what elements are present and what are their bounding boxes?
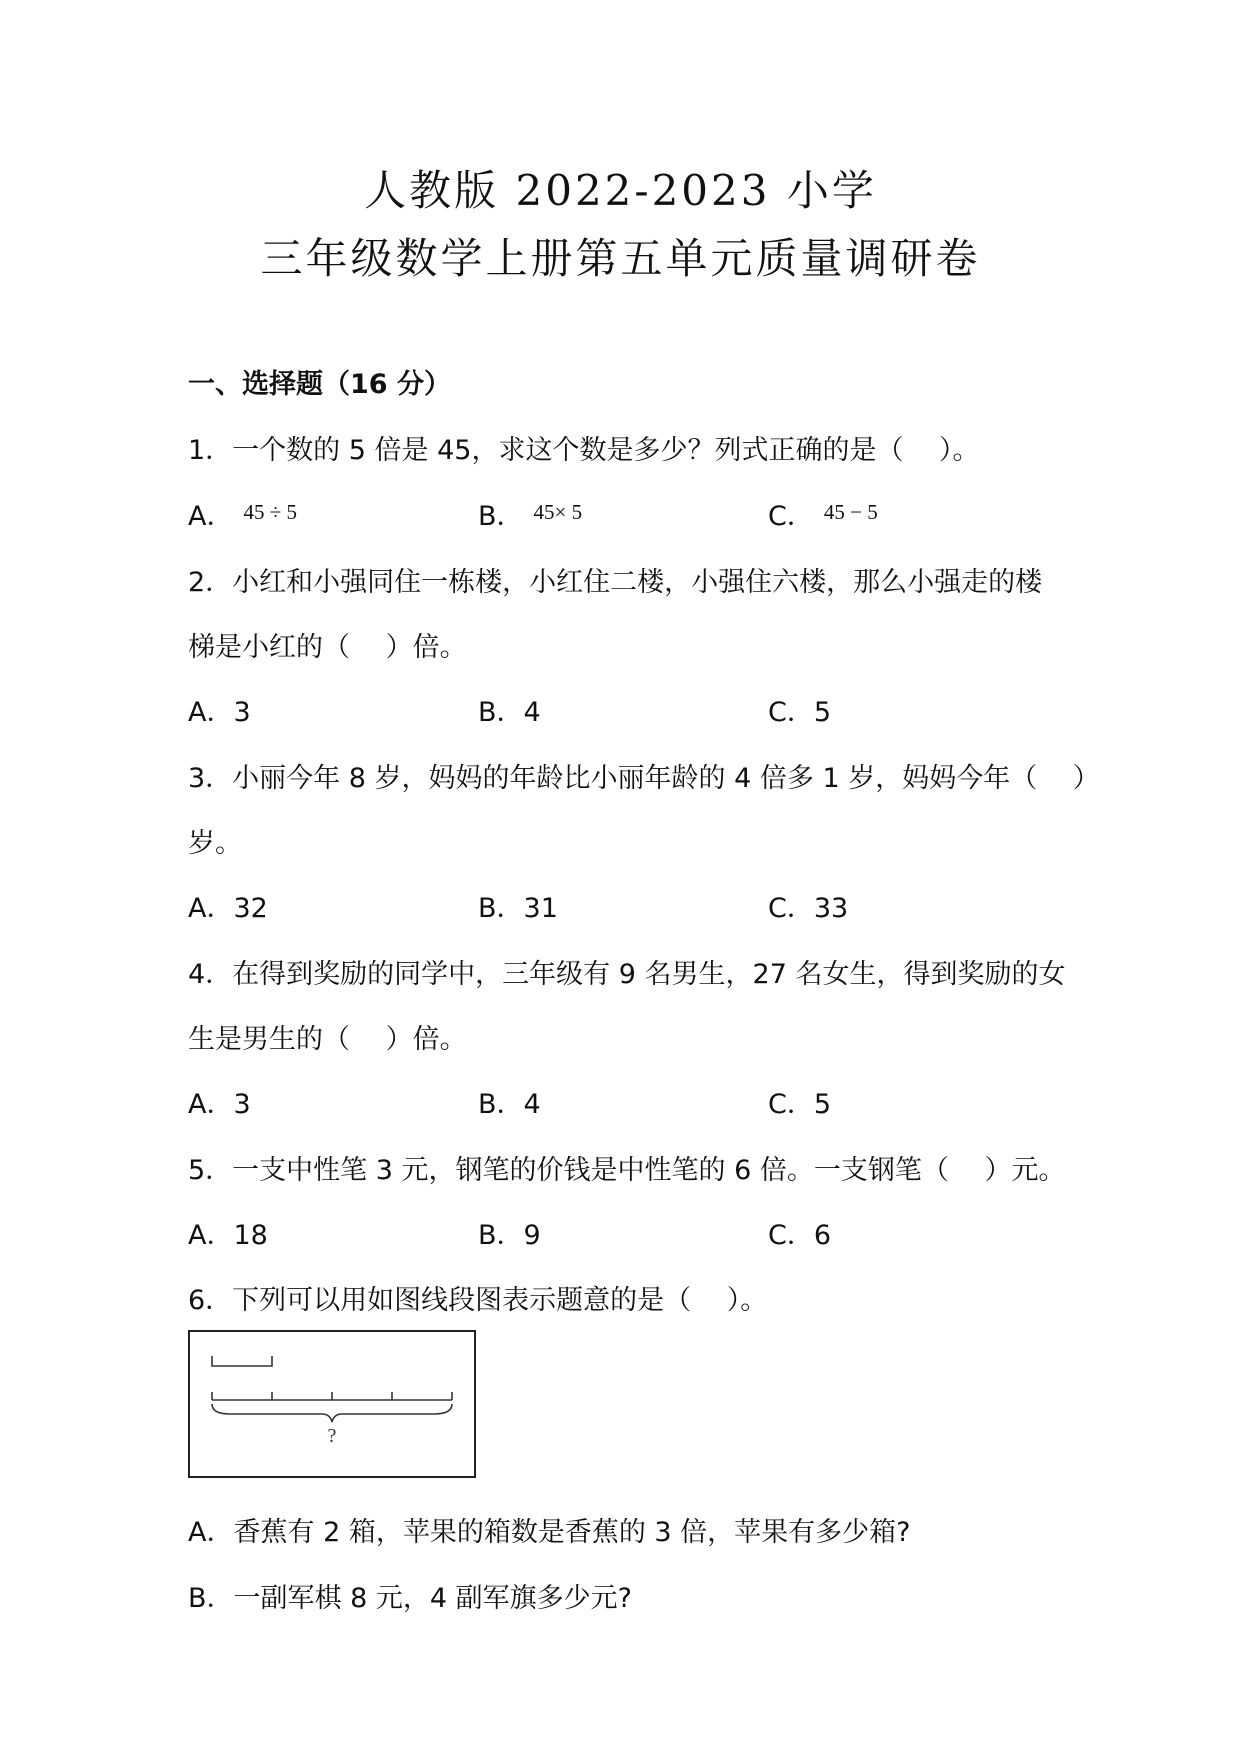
question-3-option-b bbox=[478, 886, 558, 925]
exam-title-line1: 人教版 2022-2023 小学 bbox=[364, 166, 877, 215]
option-text: 香蕉有 2 箱，苹果的箱数是香蕉的 3 倍，苹果有多少箱? bbox=[233, 1517, 911, 1548]
question-4-text-line1: 4．在得到奖励的同学中，三年级有 9 名男生，27 名女生，得到奖励的女 bbox=[188, 959, 1066, 990]
question-3-text-line1: 3．小丽今年 8 岁，妈妈的年龄比小丽年龄的 4 倍多 1 岁，妈妈今年（ ） bbox=[188, 763, 1100, 794]
option-label: C． bbox=[768, 1089, 814, 1120]
option-label: A． bbox=[188, 697, 234, 728]
question-3-option-a bbox=[188, 886, 268, 925]
question-5-option-b bbox=[478, 1213, 541, 1252]
question-1-option-b bbox=[478, 494, 582, 533]
section-heading-choice: 一、选择题（16 分） bbox=[188, 369, 451, 400]
option-label: B． bbox=[478, 1220, 524, 1251]
brace bbox=[212, 1404, 452, 1422]
option-label: C． bbox=[768, 893, 814, 924]
option-label: A． bbox=[188, 501, 234, 532]
option-text: 45× 5 bbox=[533, 500, 583, 524]
short-segment bbox=[212, 1356, 272, 1366]
option-text: 5 bbox=[813, 697, 832, 728]
question-1-option-c bbox=[768, 494, 878, 533]
question-5-option-c bbox=[768, 1213, 831, 1252]
option-text: 4 bbox=[523, 697, 541, 728]
option-label: A． bbox=[188, 1517, 234, 1548]
option-label: A． bbox=[188, 1089, 234, 1120]
question-6-option-a bbox=[188, 1510, 911, 1549]
option-text: 31 bbox=[523, 893, 558, 924]
question-5-text: 5．一支中性笔 3 元，钢笔的价钱是中性笔的 6 倍。一支钢笔（ ）元。 bbox=[188, 1155, 1066, 1186]
option-label: B． bbox=[478, 501, 524, 532]
option-text: 6 bbox=[813, 1220, 832, 1251]
question-2-text-line1: 2．小红和小强同住一栋楼，小红住二楼，小强住六楼，那么小强走的楼 bbox=[188, 567, 1043, 598]
line-segment-diagram-svg bbox=[190, 1332, 474, 1476]
option-label: B． bbox=[478, 697, 524, 728]
question-3-option-c bbox=[768, 886, 848, 925]
option-text: 3 bbox=[233, 697, 251, 728]
option-label: B． bbox=[478, 893, 524, 924]
question-5-option-a bbox=[188, 1213, 268, 1252]
question-4-option-b bbox=[478, 1082, 541, 1121]
question-3-text-line2: 岁。 bbox=[188, 828, 242, 859]
question-2-option-a bbox=[188, 690, 251, 729]
option-text: 3 bbox=[233, 1089, 251, 1120]
option-label: A． bbox=[188, 1220, 234, 1251]
question-6-option-b bbox=[188, 1576, 632, 1615]
option-label: C． bbox=[768, 697, 814, 728]
question-1-text: 1．一个数的 5 倍是 45，求这个数是多少？列式正确的是（ ）。 bbox=[188, 435, 980, 466]
option-text: 一副军棋 8 元，4 副军旗多少元? bbox=[233, 1583, 632, 1614]
question-mark-label: ? bbox=[327, 1425, 337, 1447]
option-label: C． bbox=[768, 501, 814, 532]
line-segment-diagram bbox=[188, 1330, 476, 1478]
question-1-option-a bbox=[188, 494, 297, 533]
exam-title-line2: 三年级数学上册第五单元质量调研卷 bbox=[260, 234, 981, 283]
option-label: B． bbox=[478, 1089, 524, 1120]
question-6-text: 6．下列可以用如图线段图表示题意的是（ ）。 bbox=[188, 1285, 768, 1316]
question-4-text-line2: 生是男生的（ ）倍。 bbox=[188, 1024, 467, 1055]
option-text: 9 bbox=[523, 1220, 541, 1251]
question-4-option-c bbox=[768, 1082, 831, 1121]
question-2-option-c bbox=[768, 690, 831, 729]
option-label: B． bbox=[188, 1583, 234, 1614]
option-text: 5 bbox=[813, 1089, 832, 1120]
question-2-text-line2: 梯是小红的（ ）倍。 bbox=[188, 632, 467, 663]
option-label: C． bbox=[768, 1220, 814, 1251]
option-text: 45 ÷ 5 bbox=[243, 500, 298, 524]
option-text: 33 bbox=[813, 893, 849, 924]
option-text: 18 bbox=[233, 1220, 268, 1251]
option-text: 32 bbox=[233, 893, 268, 924]
option-label: A． bbox=[188, 893, 234, 924]
question-4-option-a bbox=[188, 1082, 251, 1121]
question-2-option-b bbox=[478, 690, 541, 729]
option-text: 45 − 5 bbox=[823, 500, 878, 524]
option-text: 4 bbox=[523, 1089, 541, 1120]
